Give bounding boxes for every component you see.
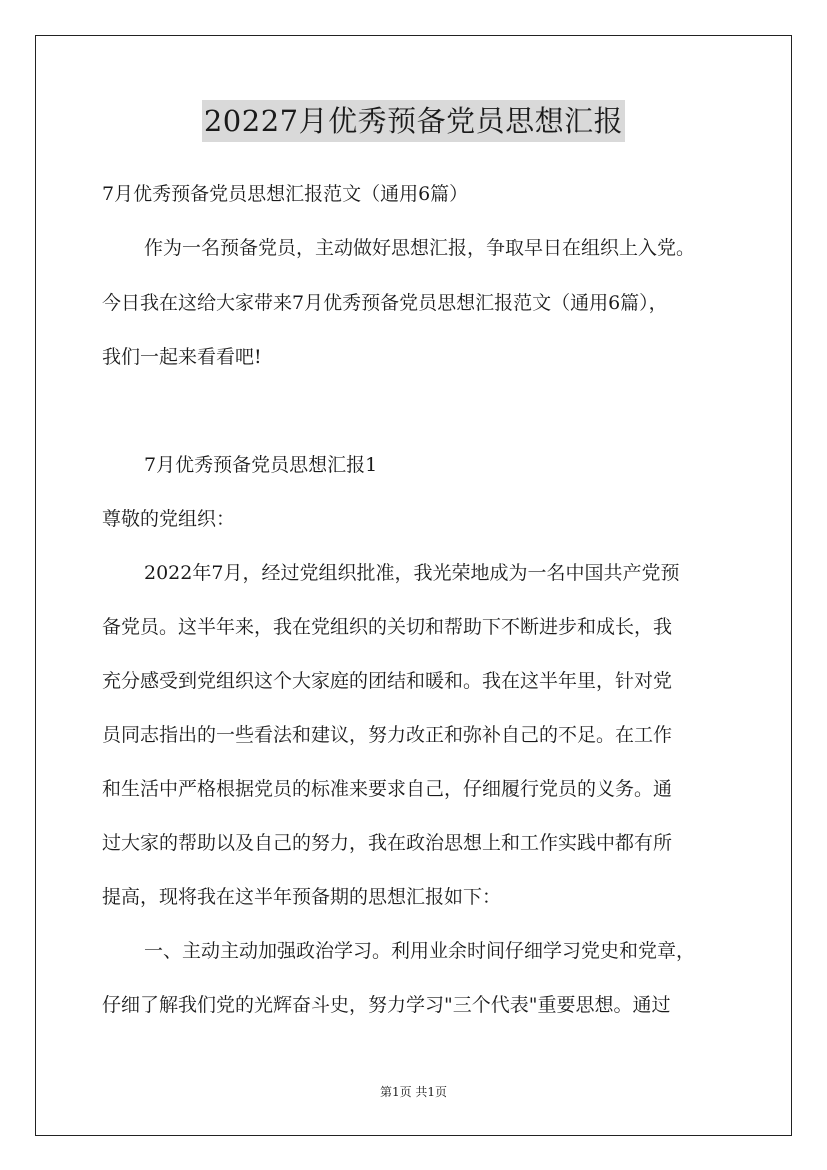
paragraph-line: 仔细了解我们党的光辉奋斗史，努力学习"三个代表"重要思想。通过 — [102, 994, 671, 1016]
paragraph-line: 备党员。这半年来，我在党组织的关切和帮助下不断进步和成长，我 — [102, 616, 673, 638]
paragraph-line: 提高，现将我在这半年预备期的思想汇报如下： — [102, 886, 502, 908]
page-footer: 第1页 共1页 — [379, 1085, 448, 1099]
paragraph-line: 今日我在这给大家带来7月优秀预备党员思想汇报范文（通用6篇）， — [102, 292, 668, 314]
document-title: 20227月优秀预备党员思想汇报 — [202, 100, 625, 142]
subtitle-line: 7月优秀预备党员思想汇报范文（通用6篇） — [102, 183, 469, 205]
section-heading: 7月优秀预备党员思想汇报1 — [144, 454, 378, 476]
paragraph-line: 2022年7月，经过党组织批准，我光荣地成为一名中国共产党预 — [144, 562, 680, 584]
paragraph-line: 作为一名预备党员，主动做好思想汇报，争取早日在组织上入党。 — [144, 237, 696, 259]
paragraph-line: 充分感受到党组织这个大家庭的团结和暖和。我在这半年里，针对党 — [102, 670, 673, 692]
paragraph-line: 我们一起来看看吧! — [102, 346, 262, 368]
title-container — [0, 100, 827, 142]
paragraph-line: 一、主动主动加强政治学习。利用业余时间仔细学习党史和党章， — [144, 940, 696, 962]
salutation: 尊敬的党组织： — [102, 508, 236, 530]
paragraph-line: 员同志指出的一些看法和建议，努力改正和弥补自己的不足。在工作 — [102, 724, 673, 746]
paragraph-line: 和生活中严格根据党员的标准来要求自己，仔细履行党员的义务。通 — [102, 778, 673, 800]
paragraph-line: 过大家的帮助以及自己的努力，我在政治思想上和工作实践中都有所 — [102, 832, 673, 854]
